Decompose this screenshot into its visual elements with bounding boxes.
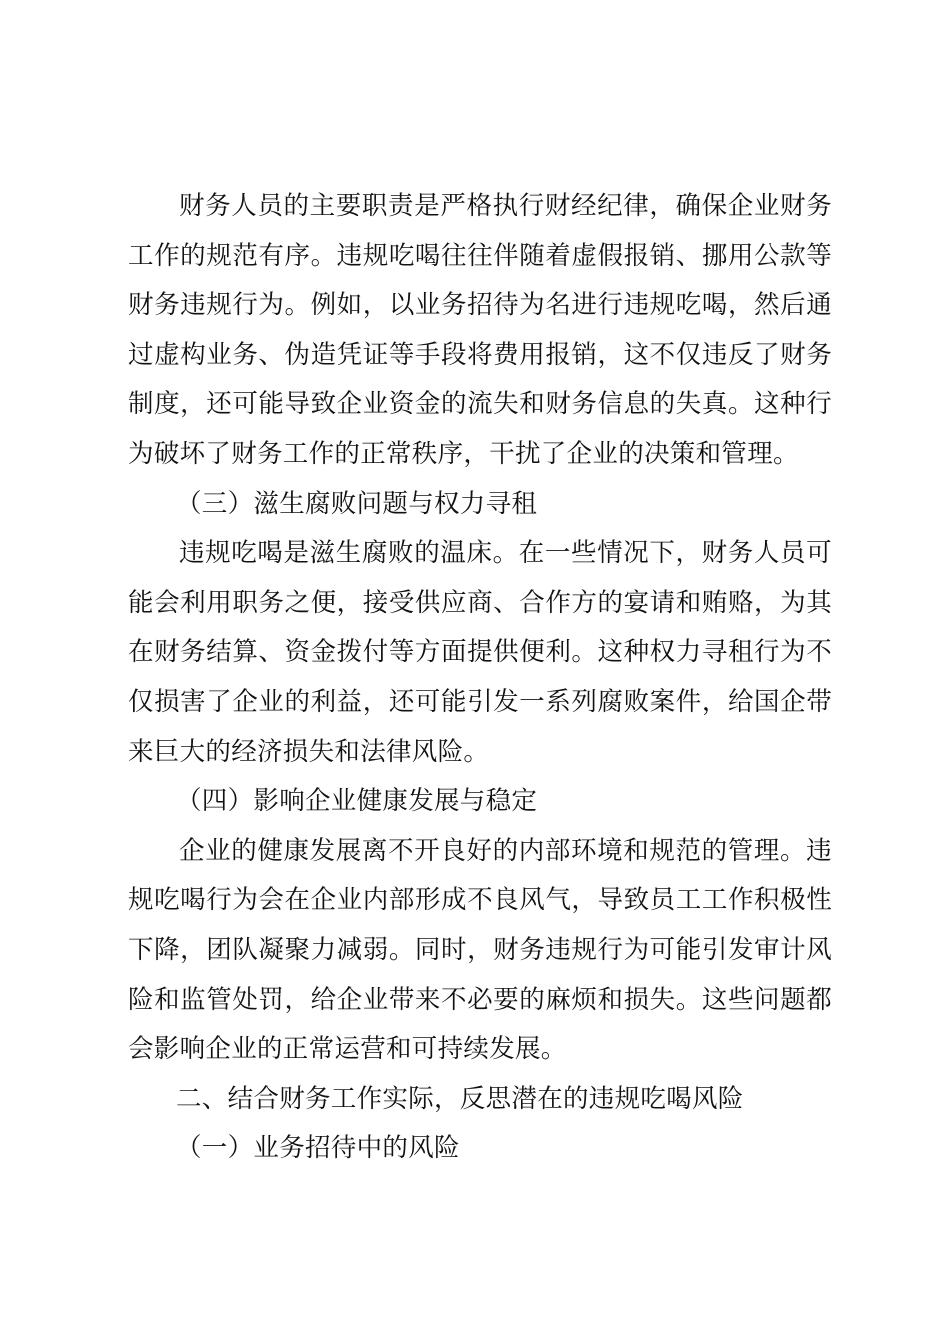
- heading-corruption-rent-seeking: （三）滋生腐败问题与权力寻租: [176, 488, 538, 519]
- section-heading-reflection: 二、结合财务工作实际，反思潜在的违规吃喝风险: [176, 1083, 744, 1114]
- paragraph-enterprise-development: 企业的健康发展离不开良好的内部环境和规范的管理。违规吃喝行为会在企业内部形成不良风气，导致员工工作积极性下降，团队凝聚力减弱。同时，财务违规行为可能引发审计风险和监管处罚，给企业带来不必要的麻烦和损失。这些问题都会影响企业的正常运营和可持续发展。: [128, 835, 832, 1065]
- document-body: [128, 182, 832, 1174]
- paragraph-corruption: 违规吃喝是滋生腐败的温床。在一些情况下，财务人员可能会利用职务之便，接受供应商、合作方的宴请和贿赂，为其在财务结算、资金拨付等方面提供便利。这种权力寻租行为不仅损害了企业的利益，还可能引发一系列腐败案件，给国企带来巨大的经济损失和法律风险。: [128, 538, 832, 767]
- paragraph-financial-duties: 财务人员的主要职责是严格执行财经纪律，确保企业财务工作的规范有序。违规吃喝往往伴随着虚假报销、挪用公款等财务违规行为。例如，以业务招待为名进行违规吃喝，然后通过虚构业务、伪造凭证等手段将费用报销，这不仅违反了财务制度，还可能导致企业资金的流失和财务信息的失真。这种行为破坏了财务工作的正常秩序，干扰了企业的决策和管理。: [128, 191, 832, 469]
- heading-enterprise-development: （四）影响企业健康发展与稳定: [176, 786, 538, 817]
- heading-business-entertainment-risk: （一）业务招待中的风险: [176, 1133, 460, 1164]
